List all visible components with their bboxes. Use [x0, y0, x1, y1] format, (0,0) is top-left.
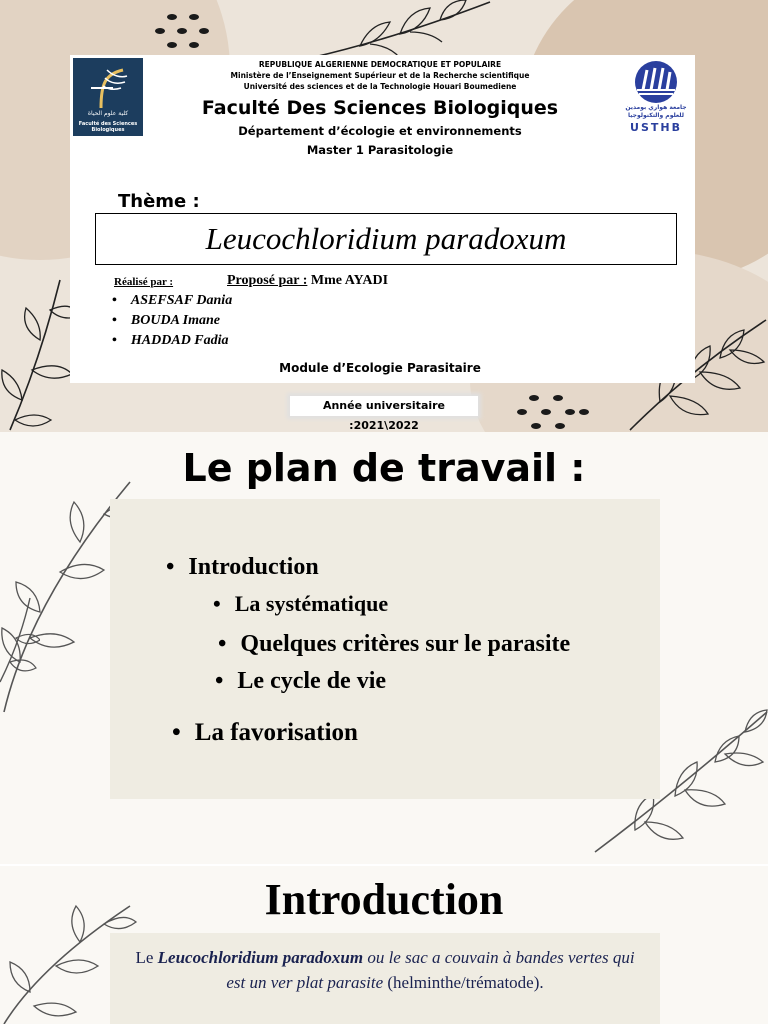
intro-species: Leucochloridium paradoxum [157, 948, 364, 967]
faculte-title: Faculté Des Sciences Biologiques [201, 97, 559, 119]
usthb-logo [623, 60, 689, 136]
student-name: HADDAD Fadia [130, 333, 229, 348]
master-header: Master 1 Parasitologie [306, 143, 454, 157]
introduction-slide [0, 866, 768, 1024]
plan-title: Le plan de travail : [182, 446, 586, 490]
republique-header: REPUBLIQUE ALGERIENNE DEMOCRATIQUE ET POPULAIRE [258, 60, 502, 69]
propose-line [227, 273, 388, 289]
realise-label: Réalisé par : [114, 276, 174, 288]
logo-right-arabic-2: للعلوم والتكنولوجيا [627, 112, 684, 119]
universite-header: Université des sciences et de la Technologie Houari Boumediene [243, 82, 517, 91]
leaf-branch-icon [0, 270, 80, 432]
module-label: Module d’Ecologie Parasitaire [279, 361, 481, 375]
introduction-title: Introduction [264, 875, 504, 924]
student-item [112, 293, 232, 313]
title-card [70, 55, 695, 432]
dots-decoration-icon [514, 392, 594, 432]
theme-label: Thème : [118, 191, 200, 212]
introduction-paragraph [130, 945, 640, 995]
title-slide [0, 0, 768, 432]
plan-item-favorisation: • La favorisation [172, 719, 358, 747]
student-item [112, 313, 232, 333]
propose-label: Proposé par : [227, 273, 308, 288]
intro-suffix: (helminthe/trématode). [383, 973, 544, 992]
usthb-emblem-icon [623, 60, 689, 104]
logo-left-caption: Faculté des Sciences Biologiques [78, 121, 138, 133]
logo-right-arabic-1: جامعة هواري بومدين [625, 104, 687, 111]
dots-decoration-icon [150, 12, 220, 56]
student-item [112, 333, 232, 353]
plan-item-cycle: • Le cycle de vie [215, 668, 386, 695]
faculty-logo [73, 58, 143, 136]
student-name: ASEFSAF Dania [130, 293, 233, 308]
introduction-box [110, 933, 660, 1024]
leaf-branch-icon [0, 592, 40, 692]
dna-logo-icon [83, 64, 133, 110]
plan-item-introduction: • Introduction [166, 554, 319, 581]
plan-item-criteres: • Quelques critères sur le parasite [218, 631, 570, 658]
logo-right-name: USTHB [630, 121, 682, 134]
annee-universitaire: Année universitaire :2021\2022 [290, 396, 478, 416]
departement-header: Département d’écologie et environnements [238, 124, 522, 138]
propose-value: Mme AYADI [307, 273, 389, 288]
student-name: BOUDA Imane [130, 313, 220, 328]
intro-prefix: Le [135, 948, 158, 967]
students-list [112, 293, 232, 353]
logo-left-arabic: كلية علوم الحياة [87, 110, 129, 117]
plan-slide [0, 432, 768, 864]
branch-decoration-icon [300, 0, 500, 60]
plan-item-systematique: • La systématique [213, 591, 388, 617]
intro-description: ou le sac a couvain à bandes vertes qui est un ver plat parasite [226, 948, 635, 992]
presentation-title: Leucochloridium paradoxum [95, 213, 677, 265]
ministere-header: Ministère de l’Enseignement Supérieur et de la Recherche scientifique [230, 71, 530, 80]
